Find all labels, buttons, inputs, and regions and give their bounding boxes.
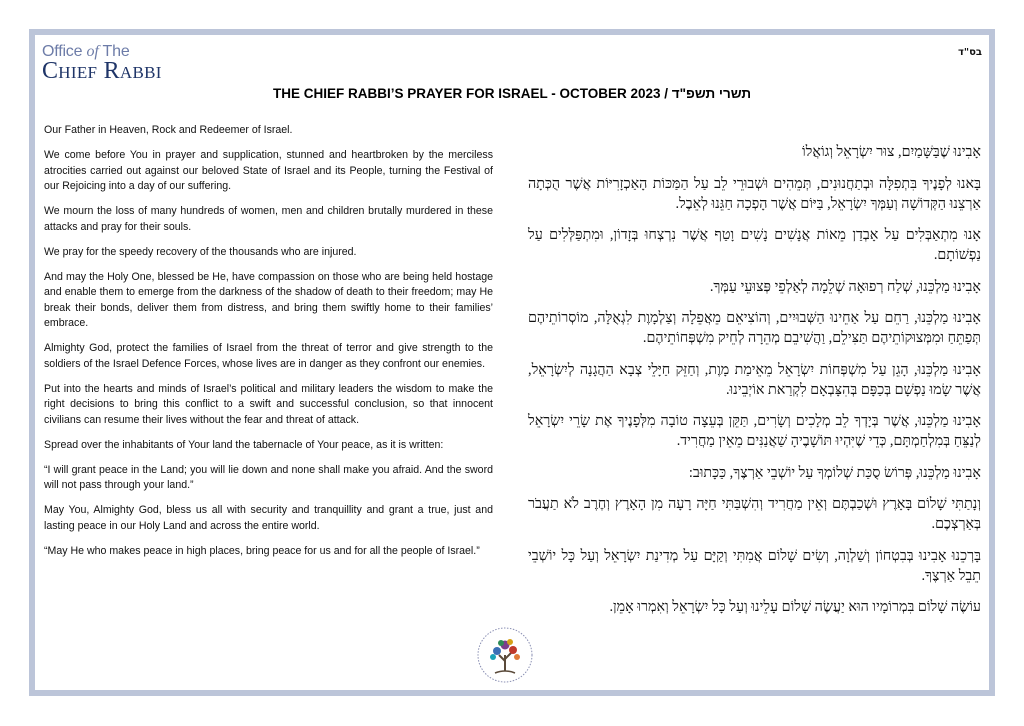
page-frame [29,29,995,696]
english-paragraph: We come before You in prayer and supplication, stunned and heartbroken by the merciless atrocities carried out against our beloved State of Israel and its People, turning the Festival of our Rejoicing into a day of our suffering. [44,149,493,192]
hebrew-paragraph: עוֹשֶׂה שָׁלוֹם בִּמְרוֹמָיו הוּא יַעֲשֶׂה שָׁלוֹם עָלֵינוּ וְעַל כָּל יִשְׂרָאֵל וְאִמְרוּ אָמֵן. [609,599,981,615]
english-paragraph: May You, Almighty God, bless us all with security and tranquillity and grant a true, just and lasting peace in our Holy Land and across the entire world. [44,504,493,532]
english-paragraph: Put into the hearts and minds of Israel’s political and military leaders the wisdom to make the right decisions to bring this conflict to a swift and successful conclusion, so that innocent civilians can resume their lives without the fear and threat of attack. [44,382,493,426]
english-prayer-column [44,123,493,569]
hebrew-paragraph: בָּרְכֵנוּ אָבִינוּ בְּבִטְחוֹן וְשַׁלְוָה, וְשִׂים שָׁלוֹם אֲמִתִּי וְקַיָּם עַל מְדִינַת יִשְׂרָאֵל וְעַל כָּל יוֹשְׁבֵי תֵבֵל אַרְצֶךָ. [528,547,981,584]
hebrew-paragraph: אָבִינוּ מַלְכֵּנוּ, הָגֵן עַל מִשְׁפְּחוֹת יִשְׂרָאֵל מֵאֵימַת מָוֶת, וְחַזֵּק חַיָּלֵי צְבָא הַהֲגָנָה לְיִשְׂרָאֵל, אֲשֶׁר שָׂמוּ נַפְשָׁם בְּכַפָּם בְּהִצָּבְאָם לִקְרַאת אוֹיְבֵינוּ. [528,361,981,398]
hebrew-paragraph: אָנוּ מִתְאַבְּלִים עַל אָבְדַן מֵאוֹת אֲנָשִׁים נָשִׁים וָטַף אֲשֶׁר נִרְצְחוּ בְּזָדוֹן, וּמִתְפַּלְּלִים עַל נַפְשׁוֹתָם. [528,227,981,263]
tree-of-life-emblem-icon [475,625,535,685]
page-title: THE CHIEF RABBI’S PRAYER FOR ISRAEL - OCTOBER 2023 / תשרי תשפ"ד [272,86,752,101]
hebrew-paragraph: אָבִינוּ מַלְכֵּנוּ, פְּרוֹשׂ סֻכַּת שְׁלוֹמְךָ עַל יוֹשְׁבֵי אַרְצֶךָ, כַּכָּתוּב: [688,464,981,481]
hebrew-paragraph: אָבִינוּ מַלְכֵּנוּ, רַחֵם עַל אַחֵינוּ הַשְּׁבוּיִים, וְהוֹצִיאֵם מֵאֲפֵלָה וְצַלְמָוֶת לִגְאֻלָּה, מוֹסְרוֹתֵיהֶם תְּפַתֵּחַ וּמִמְּצוּקוֹתֵיהֶם תַּצִּילֵם, וַהֲשִׁיבֵם מְהֵרָה לְחֵיק מִשְׁפְּחוֹתֵיהֶם. [528,310,981,346]
english-paragraph: We pray for the speedy recovery of the thousands who are injured. [44,245,357,258]
english-paragraph: Our Father in Heaven, Rock and Redeemer of Israel. [44,124,293,136]
office-of-chief-rabbi-logo [42,43,202,83]
logo-line-bottom: Chief Rabbi [42,58,162,84]
logo-word-the: The [98,43,130,60]
hebrew-paragraph: אָבִינוּ שֶׁבַּשָּׁמַיִם, צוּר יִשְׂרָאֵל וְגוֹאֲלוֹ [802,144,981,160]
hebrew-paragraph: אָבִינוּ מַלְכֵּנוּ, שְׁלַח רְפוּאָה שְׁלֵמָה לְאַלְפֵי פְּצוּעֵי עַמְּךָ. [709,278,981,295]
hebrew-paragraph: בָּאנוּ לְפָנֶיךָ בִּתְפִלָּה וּבְתַחֲנוּנִים, תְּמֵהִים וּשְׁבוּרֵי לֵב עַל הַמַּכּוֹת הָאַכְזָרִיּוֹת אֲשֶׁר הֻכְּתָה אַרְצֵנוּ הַקְּדוֹשָׁה וְעַמְּךָ יִשְׂרָאֵל, בַּיּוֹם אֲשֶׁר הָפְכָה חַגֵּנוּ לְאֵבֶל. [528,175,981,212]
english-paragraph: “May He who makes peace in high places, bring peace for us and for all the people of Israel.” [44,544,480,557]
english-paragraph: And may the Holy One, blessed be He, have compassion on those who are being held hostage and enable them to emerge from the darkness of the shadow of death to their freedom; may He break their bonds, deliver them from distress, and bring them swiftly home to their families’ embrace. [44,270,493,329]
bsd-header: בס"ד [958,47,982,58]
english-paragraph: Spread over the inhabitants of Your land the tabernacle of Your peace, as it is written: [44,438,444,451]
hebrew-paragraph: אָבִינוּ מַלְכֵּנוּ, אֲשֶׁר בְּיָדְךָ לֵב מְלָכִים וְשָׂרִים, תַּקֵּן בְּעֵצָה טוֹבָה מִלְּפָנֶיךָ אֶת שָׂרֵי יִשְׂרָאֵל לְנַצֵּחַ בְּמִלְחַמְתָּם, כְּדֵי שֶׁיִּהְיוּ תּוֹשָׁבֶיהָ שַׁאֲנַנִּים מֵאֵין מַחֲרִיד. [528,413,981,449]
hebrew-paragraph: וְנָתַתִּי שָׁלוֹם בָּאָרֶץ וּשְׁכַבְתֶּם וְאֵין מַחֲרִיד וְהִשְׁבַּתִּי חַיָּה רָעָה מִן הָאָרֶץ וְחֶרֶב לֹא תַעֲבֹר בְּאַרְצְכֶם. [528,496,981,532]
hebrew-prayer-column [528,142,981,629]
logo-word-of: of [86,43,99,60]
english-paragraph: Almighty God, protect the families of Israel from the threat of terror and give strength to the soldiers of the Israel Defence Forces, whose lives are in danger as they confront our enemies. [44,342,493,370]
logo-word-office: Office [42,43,87,60]
english-paragraph: “I will grant peace in the Land; you will lie down and none shall make you afraid. And the sword will not pass through your land.” [44,463,493,491]
english-paragraph: We mourn the loss of many hundreds of women, men and children brutally murdered in these attacks and pray for their souls. [44,205,493,233]
